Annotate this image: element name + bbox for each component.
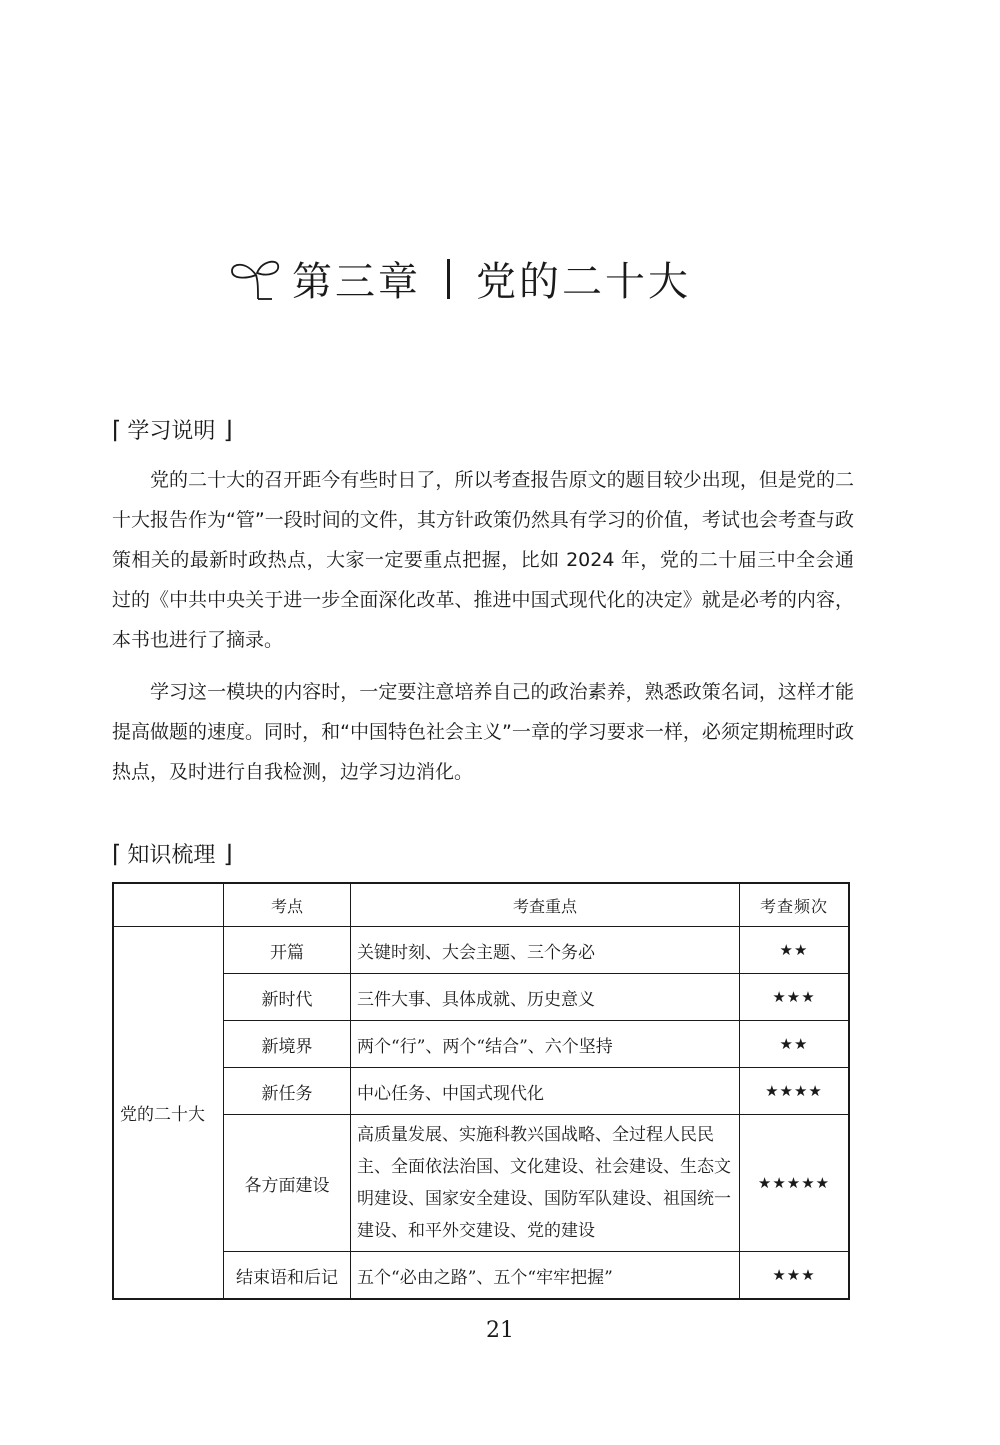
focus-cell: 五个“必由之路”、五个“牢牢把握” (351, 1252, 740, 1300)
bracket-open: ⌈ (112, 839, 122, 868)
title-divider (447, 259, 450, 299)
study-notes-paragraph-2: 学习这一模块的内容时，一定要注意培养自己的政治素养，熟悉政策名词，这样才能提高做题的速度。同时，和“中国特色社会主义”一章的学习要求一样，必须定期梳理时政热点，及时进行自我检测，边学习边消化。 (112, 681, 854, 783)
knowledge-heading (112, 838, 233, 869)
page-number: 21 (486, 1318, 514, 1343)
point-cell: 新时代 (224, 974, 351, 1021)
bracket-close: ⌋ (223, 415, 233, 444)
chapter-name: 党的二十大 (476, 259, 691, 305)
point-cell: 新境界 (224, 1021, 351, 1068)
frequency-stars: ★★★ (740, 974, 850, 1021)
header-blank (113, 883, 224, 927)
frequency-stars: ★★ (740, 1021, 850, 1068)
bracket-open: ⌈ (112, 415, 122, 444)
frequency-stars: ★★★★★ (740, 1115, 850, 1252)
table-header-row (113, 883, 849, 927)
focus-cell: 两个“行”、两个“结合”、六个坚持 (351, 1021, 740, 1068)
table-row (113, 1252, 849, 1300)
point-cell: 新任务 (224, 1068, 351, 1115)
point-cell: 结束语和后记 (224, 1252, 351, 1300)
focus-cell: 高质量发展、实施科教兴国战略、全过程人民民主、全面依法治国、文化建设、社会建设、生态文明建设、国家安全建设、国防军队建设、祖国统一建设、和平外交建设、党的建设 (351, 1115, 740, 1252)
table-row (113, 1021, 849, 1068)
frequency-stars: ★★ (740, 927, 850, 974)
focus-cell: 中心任务、中国式现代化 (351, 1068, 740, 1115)
header-point: 考点 (224, 883, 351, 927)
study-notes-heading-label: 学习说明 (127, 419, 216, 444)
chapter-number: 第三章 (292, 259, 421, 305)
focus-cell: 三件大事、具体成就、历史意义 (351, 974, 740, 1021)
focus-cell: 关键时刻、大会主题、三个务必 (351, 927, 740, 974)
bracket-close: ⌋ (223, 839, 233, 868)
header-focus: 考查重点 (351, 883, 740, 927)
study-notes-heading (112, 414, 233, 445)
header-frequency: 考查频次 (740, 883, 850, 927)
table-row (113, 1068, 849, 1115)
category-cell: 党的二十大 (113, 927, 224, 1300)
frequency-stars: ★★★★ (740, 1068, 850, 1115)
point-cell: 开篇 (224, 927, 351, 974)
study-notes-paragraph-1: 党的二十大的召开距今有些时日了，所以考查报告原文的题目较少出现，但是党的二十大报告作为“管”一段时间的文件，其方针政策仍然具有学习的价值，考试也会考查与政策相关的最新时政热点，大家一定要重点把握，比如 2024 年，党的二十届三中全会通过的《中共中央关于进一步全面深化改革、推进中国式现代化的决定》就是必考的内容，本书也进行了摘录。 (112, 469, 854, 651)
sprout-icon (228, 253, 288, 305)
frequency-stars: ★★★ (740, 1252, 850, 1300)
table-row (113, 1115, 849, 1252)
knowledge-table (112, 882, 850, 1300)
point-cell: 各方面建设 (224, 1115, 351, 1252)
chapter-title (228, 250, 691, 307)
table-row (113, 927, 849, 974)
table-row (113, 974, 849, 1021)
knowledge-heading-label: 知识梳理 (127, 843, 216, 868)
